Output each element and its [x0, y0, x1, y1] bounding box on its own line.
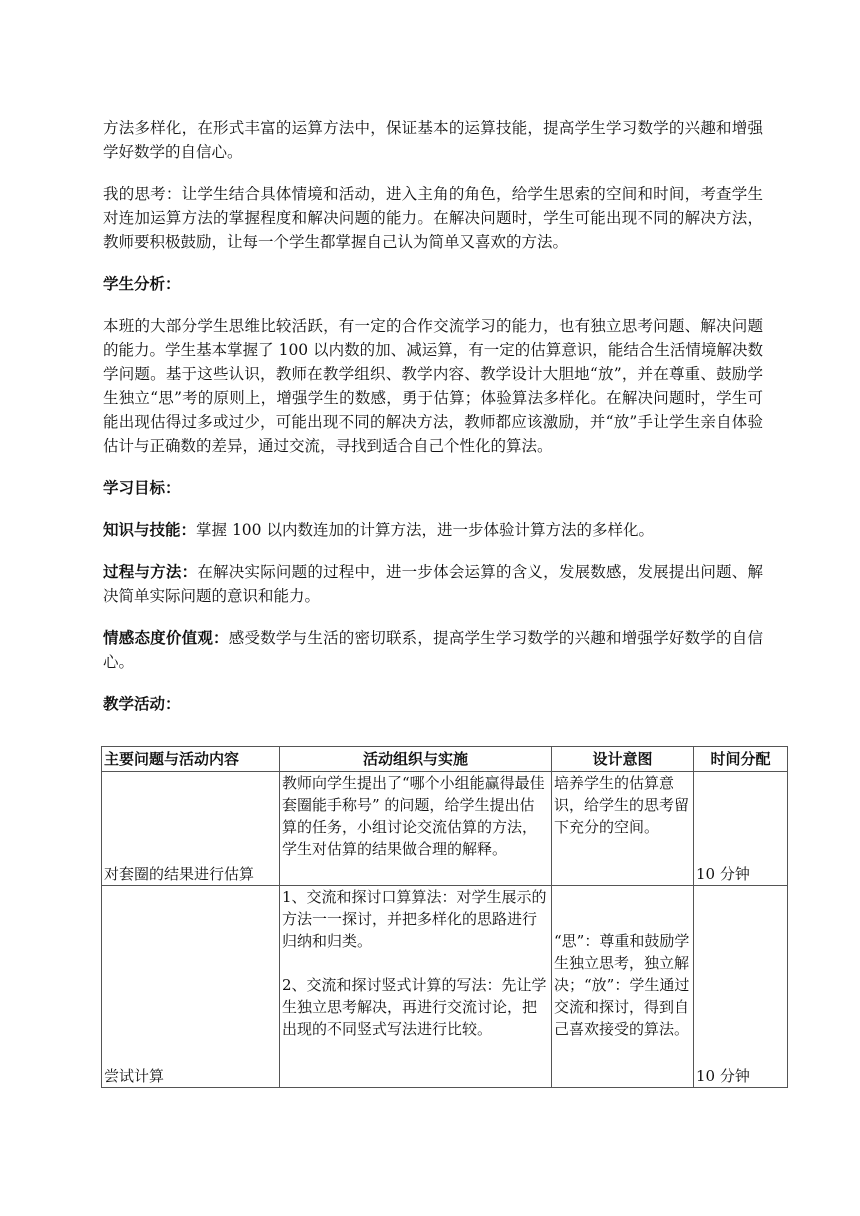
paragraph-intro: 方法多样化，在形式丰富的运算方法中，保证基本的运算技能，提高学生学习数学的兴趣和增强学好数学的自信心。: [103, 119, 763, 161]
table-header-row: [102, 747, 788, 772]
goal-attitude: [103, 626, 763, 674]
row2-intent: “思”：尊重和鼓励学生独立思考，独立解决；“放”：学生通过交流和探讨，得到自己喜欢接受的算法。: [552, 886, 694, 1088]
table-row: [102, 772, 788, 886]
header-time: 时间分配: [694, 747, 788, 772]
goal-knowledge-label: 知识与技能：: [103, 521, 197, 539]
goal-process-text: 在解决实际问题的过程中，进一步体会运算的含义，发展数感，发展提出问题、解决简单实际问题的意识和能力。: [103, 563, 763, 605]
heading-student-analysis: 学生分析：: [103, 275, 181, 293]
row1-organization: 教师向学生提出了“哪个小组能赢得最佳套圈能手称号” 的问题，给学生提出估算的任务，小组讨论交流估算的方法，学生对估算的结果做合理的解释。: [280, 772, 552, 886]
paragraph-student-analysis: 本班的大部分学生思维比较活跃，有一定的合作交流学习的能力，也有独立思考问题、解决问题的能力。学生基本掌握了 100 以内数的加、减运算，有一定的估算意识，能结合生活情境解决数学问题。基于这些认识，教师在教学组织、教学内容、教学设计大胆地“放”，并在尊重、鼓励学生独立“思”考的原则上，增强学生的数感，勇于估算；体验算法多样化。在解决问题时，学生可能出现估得过多或过少，可能出现不同的解决方法，教师都应该激励，并“放”手让学生亲自体验估计与正确数的差异，通过交流，寻找到适合自己个性化的算法。: [103, 317, 763, 455]
row1-intent: 培养学生的估算意识，给学生的思考留下充分的空间。: [552, 772, 694, 886]
goal-process: [103, 560, 763, 608]
goal-knowledge: [103, 518, 763, 542]
row2-organization: [280, 886, 552, 1088]
table-row: [102, 886, 788, 1088]
goal-attitude-text: 感受数学与生活的密切联系，提高学生学习数学的兴趣和增强学好数学的自信心。: [103, 629, 763, 671]
header-intent: 设计意图: [552, 747, 694, 772]
header-organization: 活动组织与实施: [280, 747, 552, 772]
header-topic: 主要问题与活动内容: [102, 747, 280, 772]
activities-table: [101, 746, 788, 1088]
row1-topic: 对套圈的结果进行估算: [102, 772, 280, 886]
row1-time: 10 分钟: [694, 772, 788, 886]
goal-process-label: 过程与方法：: [103, 563, 198, 581]
row2-organization-item-2: 2、交流和探讨竖式计算的写法：先让学生独立思考解决，再进行交流讨论，把出现的不同竖式写法进行比较。: [282, 976, 547, 1038]
heading-teaching-activities: 教学活动：: [103, 695, 181, 713]
heading-learning-goals: 学习目标：: [103, 479, 181, 497]
goal-knowledge-text: 掌握 100 以内数连加的计算方法，进一步体验计算方法的多样化。: [196, 521, 654, 539]
row2-topic: 尝试计算: [102, 886, 280, 1088]
row2-organization-item-1: 1、交流和探讨口算算法：对学生展示的方法一一探讨，并把多样化的思路进行归纳和归类。: [282, 888, 547, 950]
paragraph-my-thinking: 我的思考：让学生结合具体情境和活动，进入主角的角色，给学生思索的空间和时间，考查学生对连加运算方法的掌握程度和解决问题的能力。在解决问题时，学生可能出现不同的解决方法，教师要积极鼓励，让每一个学生都掌握自己认为简单又喜欢的方法。: [103, 185, 763, 251]
goal-attitude-label: 情感态度价值观：: [103, 629, 229, 647]
document-body: [103, 116, 763, 716]
row2-time: 10 分钟: [694, 886, 788, 1088]
